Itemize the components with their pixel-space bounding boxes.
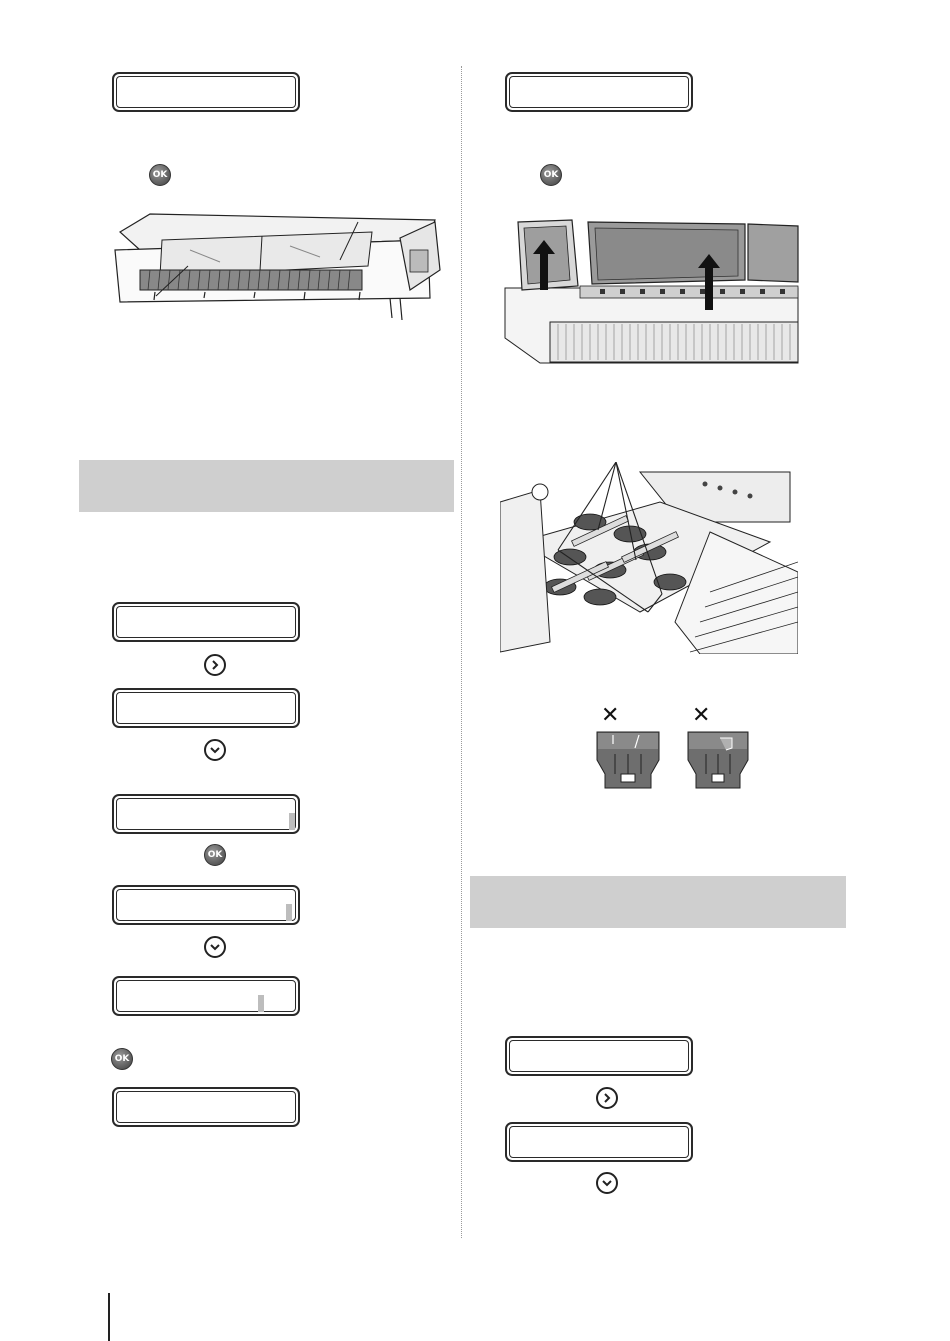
ng-cross-right-icon: ✕ xyxy=(692,703,711,728)
down-arrow-button-icon xyxy=(204,739,226,761)
lcd-display-2 xyxy=(112,602,300,642)
lcd-display-1 xyxy=(112,72,300,112)
section-heading-bar xyxy=(79,460,454,512)
down-arrow-button-icon xyxy=(596,1172,618,1194)
lcd-display-6 xyxy=(112,976,300,1016)
lcd-display-3 xyxy=(112,688,300,728)
page-margin-rule xyxy=(108,1293,110,1341)
ok-button-icon: OK xyxy=(149,164,171,186)
right-arrow-button-icon xyxy=(596,1087,618,1109)
carriage-interior-illustration xyxy=(500,462,798,654)
ok-button-icon: OK xyxy=(540,164,562,186)
damaged-damper-left-illustration xyxy=(595,730,661,792)
damaged-damper-right-illustration xyxy=(686,730,750,792)
lcd-display-10 xyxy=(505,1122,693,1162)
lcd-display-4 xyxy=(112,794,300,834)
lcd-cursor xyxy=(289,813,295,830)
printer-front-illustration xyxy=(110,210,445,325)
lcd-display-5 xyxy=(112,885,300,925)
section-heading-bar xyxy=(470,876,846,928)
lcd-display-9 xyxy=(505,1036,693,1076)
lcd-display-8 xyxy=(505,72,693,112)
right-arrow-button-icon xyxy=(204,654,226,676)
down-arrow-button-icon xyxy=(204,936,226,958)
ng-cross-left-icon: ✕ xyxy=(601,703,620,728)
cover-open-illustration xyxy=(500,218,800,368)
ok-button-icon: OK xyxy=(204,844,226,866)
lcd-cursor xyxy=(258,995,264,1012)
ok-button-icon: OK xyxy=(111,1048,133,1070)
lcd-cursor xyxy=(286,904,292,921)
lcd-display-7 xyxy=(112,1087,300,1127)
column-divider xyxy=(461,66,462,1238)
